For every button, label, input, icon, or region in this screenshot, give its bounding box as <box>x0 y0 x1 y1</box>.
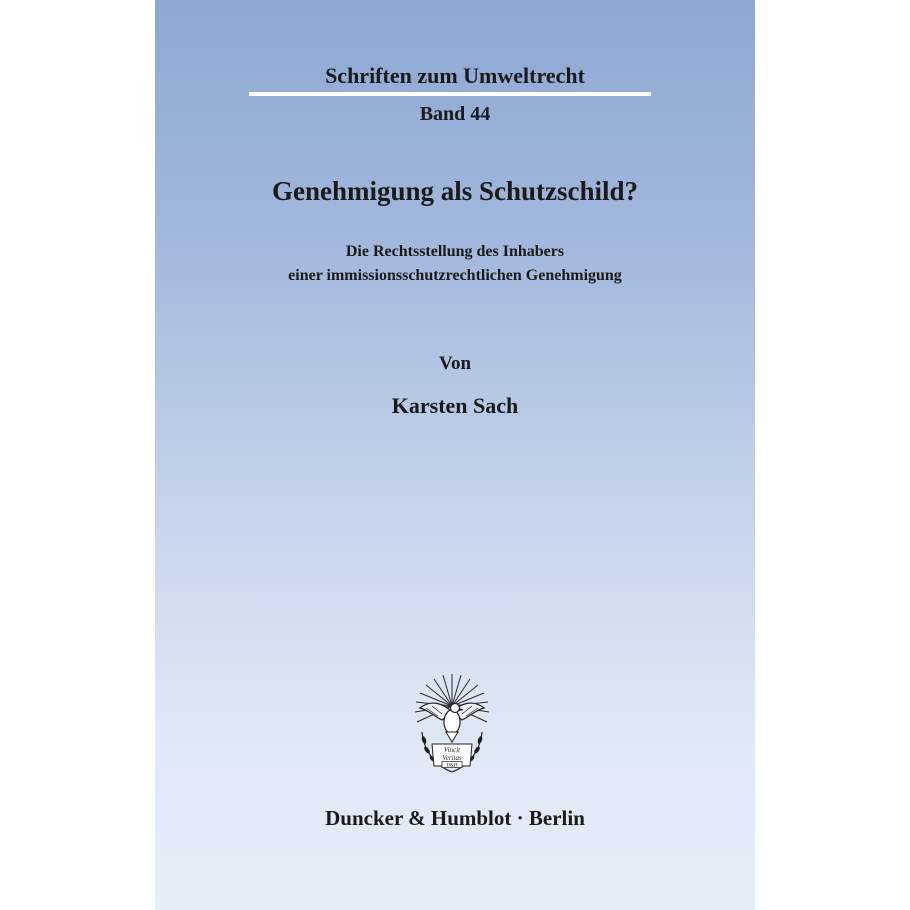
series-divider <box>249 92 651 96</box>
emblem-monogram: D&H <box>446 763 458 769</box>
emblem-motto-2: Veritas <box>442 754 462 762</box>
subtitle-line-1: Die Rechtsstellung des Inhabers <box>345 243 565 260</box>
series-volume: Band 44 <box>419 103 491 125</box>
by-label: Von <box>438 353 472 374</box>
author-name: Karsten Sach <box>391 393 519 418</box>
publisher-line: Duncker & Humblot · Berlin <box>325 806 585 830</box>
emblem-motto-1: Vincit <box>443 746 461 754</box>
subtitle-line-2: einer immissionsschutzrechtlichen Genehmigung <box>288 267 622 284</box>
book-title: Genehmigung als Schutzschild? <box>271 176 639 206</box>
book-cover <box>155 0 755 910</box>
series-title: Schriften zum Umweltrecht <box>325 63 585 88</box>
eagle-emblem-icon <box>412 672 492 780</box>
